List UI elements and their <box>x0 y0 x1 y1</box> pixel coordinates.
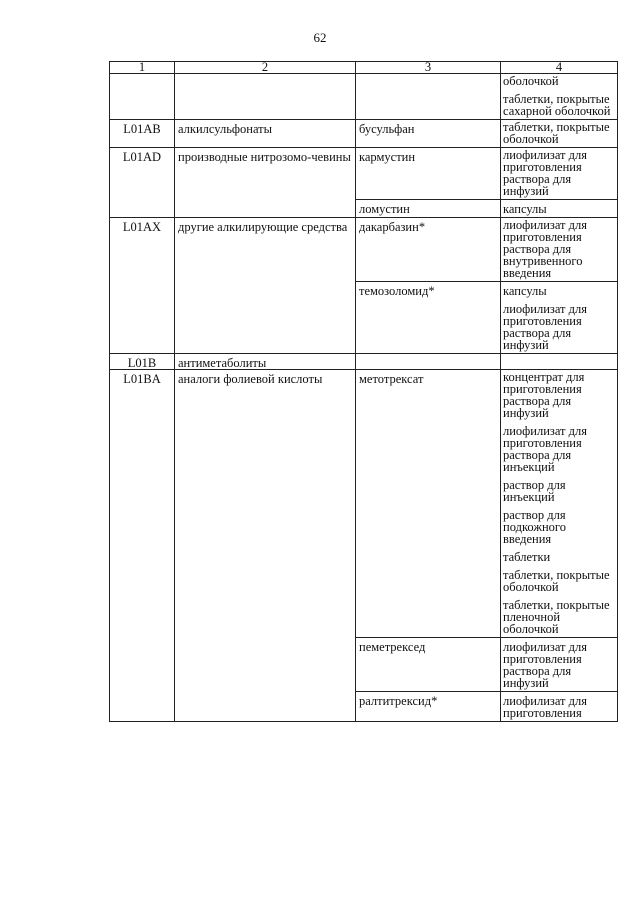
drug-name-cell: ломустин <box>356 200 501 218</box>
dosage-form: таблетки, покрытые сахарной оболочкой <box>503 92 611 118</box>
dosage-form: лиофилизат для приготовления раствора для инфузий <box>503 302 587 352</box>
dosage-form: капсулы <box>503 202 547 216</box>
table-row <box>110 370 618 638</box>
table-row <box>110 218 618 282</box>
dosage-form: капсулы <box>503 284 547 298</box>
atc-code-cell: L01AB <box>110 120 175 148</box>
drug-name-cell: дакарбазин* <box>356 218 501 282</box>
dosage-form: лиофилизат для приготовления <box>503 694 587 720</box>
column-header: 3 <box>356 62 501 74</box>
drug-name-cell: пеметрексед <box>356 638 501 692</box>
atc-code-cell: L01BA <box>110 370 175 722</box>
dosage-form: лиофилизат для приготовления раствора для внутривенного введения <box>503 218 587 280</box>
dosage-forms-cell <box>501 218 618 282</box>
page-number: 62 <box>313 30 327 45</box>
atc-code-cell: L01AX <box>110 218 175 354</box>
dosage-form: лиофилизат для приготовления раствора для инфузий <box>503 640 587 690</box>
dosage-form: таблетки, покрытые оболочкой <box>503 568 610 594</box>
drug-name-cell: метотрексат <box>356 370 501 638</box>
table-header-row <box>110 62 618 74</box>
dosage-forms-cell <box>501 354 618 370</box>
drug-name-cell <box>356 354 501 370</box>
group-cell: алкилсульфонаты <box>175 120 356 148</box>
dosage-forms-cell <box>501 692 618 722</box>
dosage-form: раствор для инъекций <box>503 478 566 504</box>
group-cell <box>175 74 356 120</box>
dosage-form: оболочкой <box>503 74 559 88</box>
dosage-forms-cell <box>501 282 618 354</box>
drug-name-cell: темозоломид* <box>356 282 501 354</box>
dosage-forms-cell <box>501 74 618 120</box>
column-header: 4 <box>501 62 618 74</box>
drug-name-cell: ралтитрексид* <box>356 692 501 722</box>
dosage-forms-cell <box>501 638 618 692</box>
group-cell: антиметаболиты <box>175 354 356 370</box>
column-header: 2 <box>175 62 356 74</box>
dosage-forms-cell <box>501 200 618 218</box>
dosage-form: концентрат для приготовления раствора для инфузий <box>503 370 585 420</box>
drug-name-cell: кармустин <box>356 148 501 200</box>
table-row <box>110 74 618 120</box>
drug-name-cell <box>356 74 501 120</box>
group-cell: другие алкилирующие средства <box>175 218 356 354</box>
atc-code-cell <box>110 74 175 120</box>
dosage-forms-cell <box>501 370 618 638</box>
atc-code-cell: L01AD <box>110 148 175 218</box>
dosage-form: таблетки, покрытые пленочной оболочкой <box>503 598 610 636</box>
table-row <box>110 148 618 200</box>
column-header: 1 <box>110 62 175 74</box>
group-cell: производные нитрозомо-чевины <box>175 148 356 218</box>
dosage-form: лиофилизат для приготовления раствора для инфузий <box>503 148 587 198</box>
dosage-forms-cell <box>501 148 618 200</box>
drug-table <box>109 61 618 722</box>
dosage-form: лиофилизат для приготовления раствора для инъекций <box>503 424 587 474</box>
drug-name-cell: бусульфан <box>356 120 501 148</box>
group-cell: аналоги фолиевой кислоты <box>175 370 356 722</box>
dosage-form: таблетки, покрытые оболочкой <box>503 120 610 146</box>
dosage-form: раствор для подкожного введения <box>503 508 566 546</box>
table-row <box>110 120 618 148</box>
dosage-form: таблетки <box>503 550 551 564</box>
dosage-forms-cell <box>501 120 618 148</box>
atc-code-cell: L01B <box>110 354 175 370</box>
table-row <box>110 354 618 370</box>
